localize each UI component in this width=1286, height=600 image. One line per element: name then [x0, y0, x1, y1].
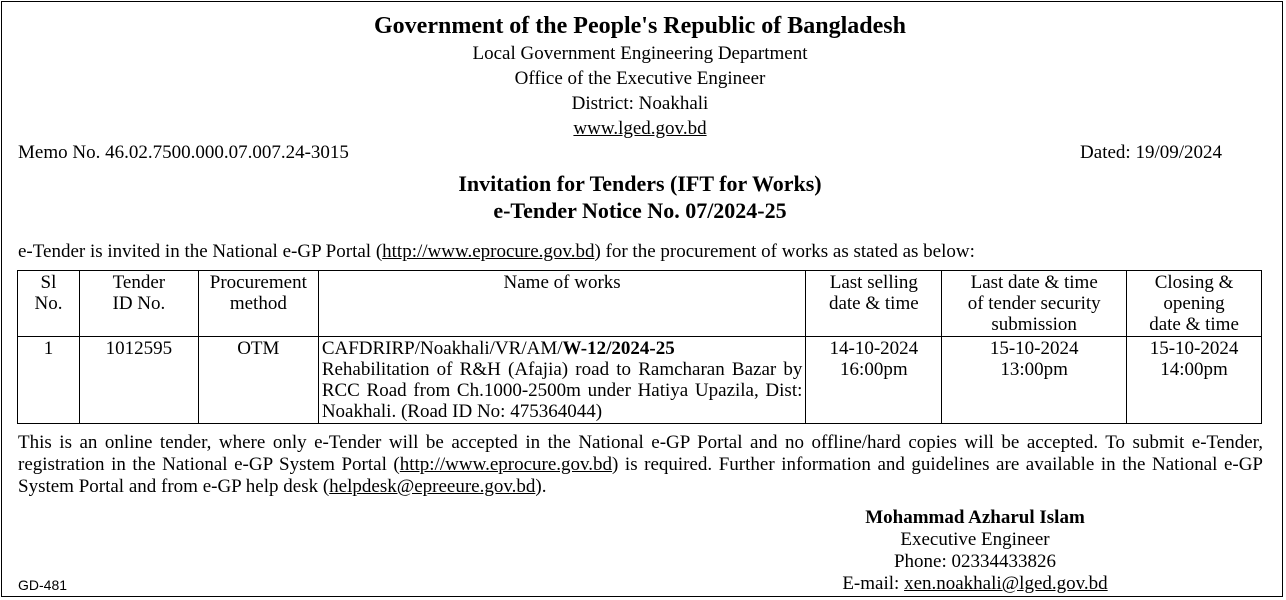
- signatory-email-link[interactable]: xen.noakhali@lged.gov.bd: [904, 573, 1108, 594]
- helpdesk-email-link[interactable]: helpdesk@epreeure.gov.bd: [329, 476, 536, 497]
- memo-date: Dated: 19/09/2024: [1080, 142, 1222, 163]
- email-label: E-mail:: [842, 573, 905, 594]
- table-row: [18, 337, 1262, 424]
- header-security-line1: Last date & time: [970, 272, 1098, 293]
- header-method-line1: Procurement: [209, 272, 307, 293]
- header-sl-line1: Sl: [40, 272, 57, 293]
- header-method: [198, 271, 318, 337]
- header-security-line3: submission: [991, 314, 1077, 335]
- office-name: Office of the Executive Engineer: [514, 68, 766, 89]
- district-name: District: Noakhali: [571, 93, 709, 114]
- header-closing-line3: date & time: [1149, 314, 1239, 335]
- security-date: 15-10-2024: [989, 338, 1079, 359]
- department-name: Local Government Engineering Department: [472, 43, 808, 64]
- government-title: Government of the People's Republic of Bangladesh: [374, 13, 906, 39]
- selling-date: 14-10-2024: [829, 338, 919, 359]
- signatory-email-line: [820, 573, 1130, 595]
- header-tender-line1: Tender: [112, 272, 166, 293]
- tender-table: [17, 270, 1262, 424]
- header-selling: [806, 271, 942, 337]
- intro-after: ) for the procurement of works as stated as below:: [594, 241, 975, 262]
- notice-number: e-Tender Notice No. 07/2024-25: [493, 198, 787, 223]
- header-closing-line1: Closing &: [1154, 272, 1234, 293]
- website-line: [0, 117, 1280, 141]
- footer-part1: This is an online tender, where only e-Tender will be accepted in the National e-GP Portal and no offline/hard copies will be accepted. To submit e-Tender, registration in the National e-GP System Portal (: [18, 432, 1263, 475]
- intro-before: e-Tender is invited in the National e-GP Portal (: [18, 241, 383, 262]
- header-tender-id: [79, 271, 198, 337]
- header-works: Name of works: [318, 271, 806, 337]
- closing-date: 15-10-2024: [1149, 338, 1239, 359]
- closing-time: 14:00pm: [1160, 359, 1228, 380]
- ad-code: GD-481: [18, 577, 68, 593]
- table-header-row: [18, 271, 1262, 337]
- works-description: Rehabilitation of R&H (Afajia) road to Ramcharan Bazar by RCC Road from Ch.1000-2500m under Hatiya Upazila, Dist: Noakhali. (Road ID No: 475364044): [321, 359, 803, 422]
- signatory-phone: Phone: 02334433826: [893, 551, 1057, 572]
- cell-security: [942, 337, 1127, 424]
- header-sl-line2: No.: [34, 293, 63, 314]
- eprocure-link-2[interactable]: http://www.eprocure.gov.bd: [399, 454, 613, 475]
- cell-tender-id: 1012595: [79, 337, 198, 424]
- cell-selling: [806, 337, 942, 424]
- header-method-line2: method: [229, 293, 287, 314]
- cell-sl: 1: [18, 337, 80, 424]
- works-code-line: [322, 338, 803, 359]
- cell-method: OTM: [198, 337, 318, 424]
- eprocure-link[interactable]: http://www.eprocure.gov.bd: [382, 241, 595, 262]
- memo-number: Memo No. 46.02.7500.000.07.007.24-3015: [18, 142, 349, 163]
- header-selling-line1: Last selling: [829, 272, 918, 293]
- selling-time: 16:00pm: [840, 359, 908, 380]
- cell-works: [318, 337, 806, 424]
- instructions-text: [18, 432, 1263, 498]
- cell-closing: [1127, 337, 1262, 424]
- header-selling-line2: date & time: [828, 293, 919, 314]
- signatory-name: Mohammad Azharul Islam: [865, 507, 1085, 528]
- notice-title: Invitation for Tenders (IFT for Works): [458, 171, 822, 196]
- header-security-line2: of tender security: [967, 293, 1101, 314]
- header-sl: [18, 271, 80, 337]
- security-time: 13:00pm: [1000, 359, 1068, 380]
- website-link[interactable]: www.lged.gov.bd: [573, 118, 707, 139]
- header-tender-line2: ID No.: [112, 293, 166, 314]
- header-security: [942, 271, 1127, 337]
- works-prefix: CAFDRIRP/Noakhali/VR/AM/: [321, 338, 563, 359]
- signatory-designation: Executive Engineer: [900, 529, 1050, 550]
- works-code: W-12/2024-25: [562, 338, 675, 359]
- intro-text: [18, 241, 975, 263]
- footer-part3: ).: [535, 476, 547, 497]
- header-closing: [1127, 271, 1262, 337]
- footer-part2: ) is required. Further information and guidelines are available in the National e-GP System Portal and from e-GP help desk (: [18, 454, 1263, 497]
- header-closing-line2: opening: [1163, 293, 1225, 314]
